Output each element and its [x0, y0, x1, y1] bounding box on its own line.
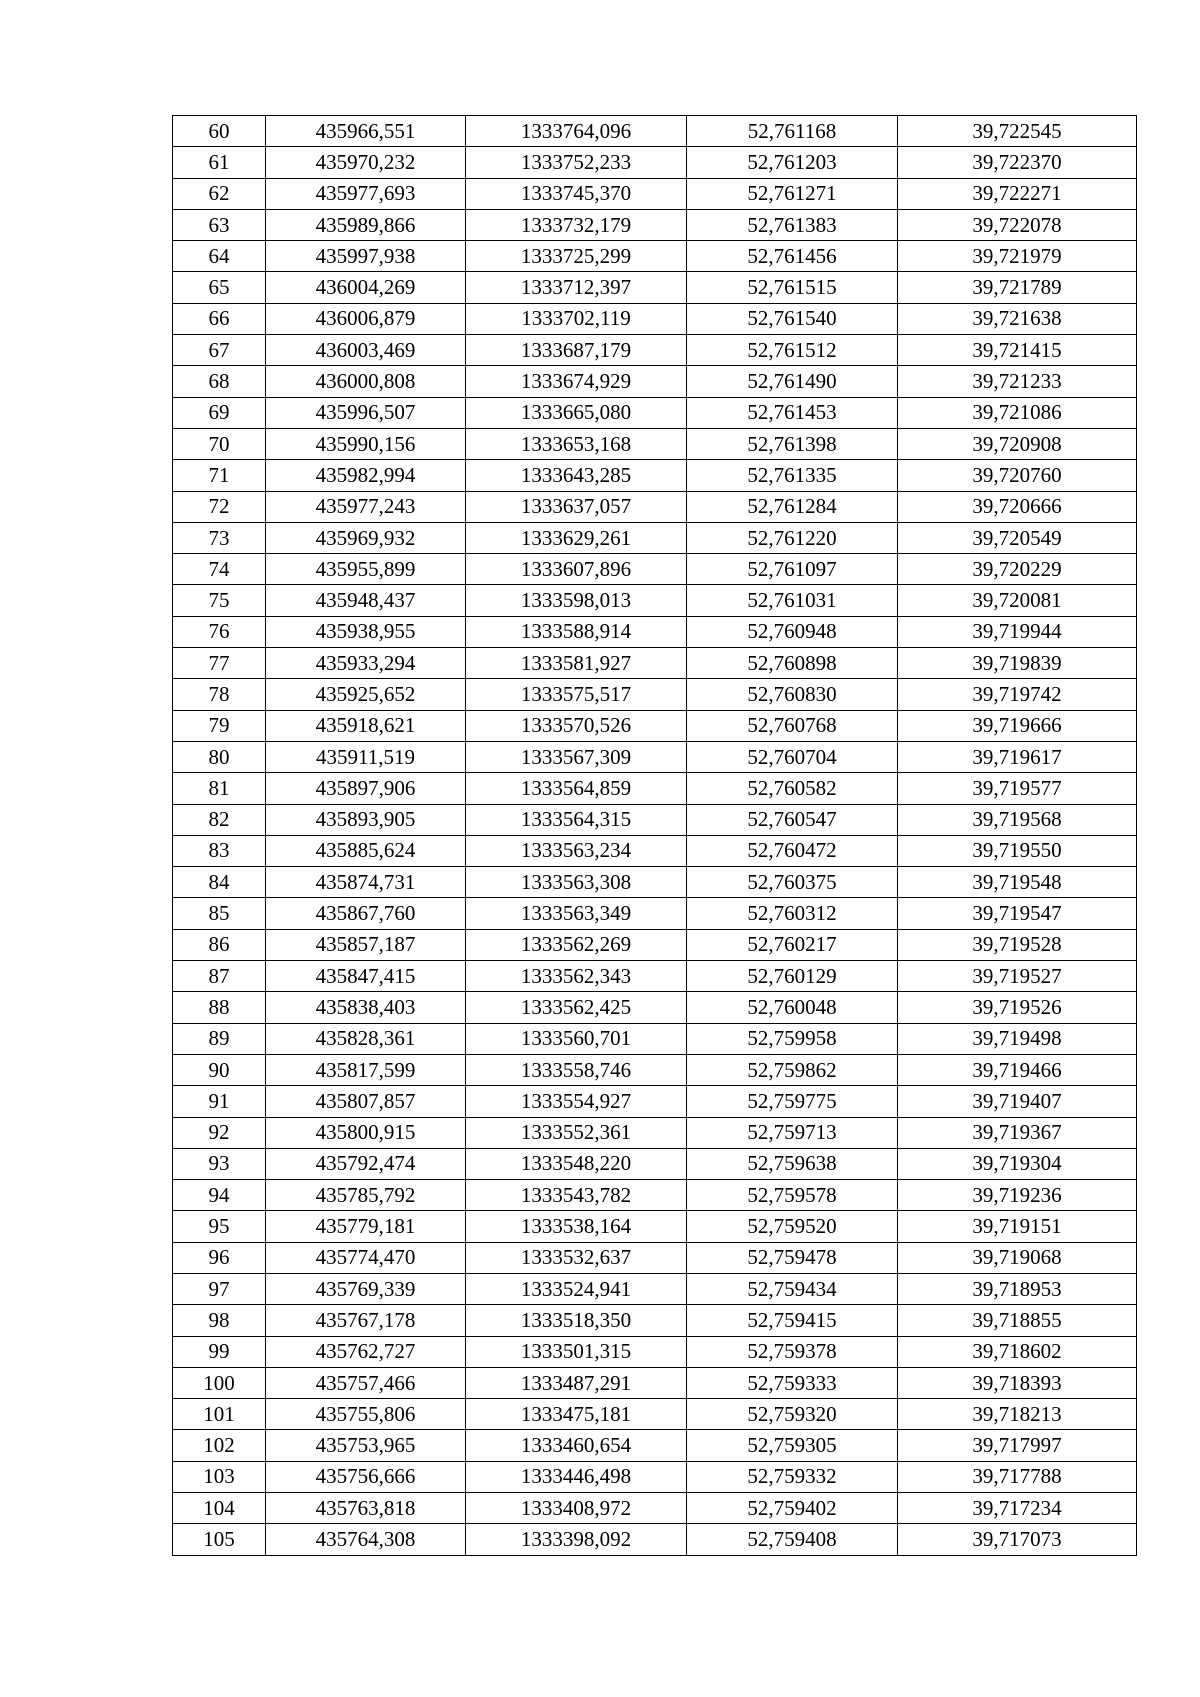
y-coordinate-cell: 1333538,164 — [466, 1211, 687, 1242]
longitude-cell: 39,719526 — [898, 992, 1137, 1023]
y-coordinate-cell: 1333563,349 — [466, 898, 687, 929]
y-coordinate-cell: 1333564,315 — [466, 804, 687, 835]
table-row — [173, 272, 1137, 303]
latitude-cell: 52,760217 — [687, 929, 898, 960]
point-number-cell: 62 — [173, 178, 266, 209]
point-number-cell: 93 — [173, 1148, 266, 1179]
point-number-cell: 76 — [173, 616, 266, 647]
x-coordinate-cell: 435769,339 — [266, 1273, 466, 1304]
longitude-cell: 39,722370 — [898, 147, 1137, 178]
latitude-cell: 52,760375 — [687, 867, 898, 898]
latitude-cell: 52,759402 — [687, 1493, 898, 1524]
latitude-cell: 52,759434 — [687, 1273, 898, 1304]
table-row — [173, 1430, 1137, 1461]
latitude-cell: 52,761031 — [687, 585, 898, 616]
point-number-cell: 102 — [173, 1430, 266, 1461]
latitude-cell: 52,760582 — [687, 773, 898, 804]
point-number-cell: 75 — [173, 585, 266, 616]
coordinates-table — [172, 115, 1137, 1556]
point-number-cell: 71 — [173, 460, 266, 491]
y-coordinate-cell: 1333674,929 — [466, 366, 687, 397]
y-coordinate-cell: 1333653,168 — [466, 428, 687, 459]
longitude-cell: 39,719068 — [898, 1242, 1137, 1273]
x-coordinate-cell: 436000,808 — [266, 366, 466, 397]
latitude-cell: 52,759775 — [687, 1086, 898, 1117]
latitude-cell: 52,759520 — [687, 1211, 898, 1242]
latitude-cell: 52,761512 — [687, 335, 898, 366]
point-number-cell: 86 — [173, 929, 266, 960]
point-number-cell: 100 — [173, 1367, 266, 1398]
latitude-cell: 52,761398 — [687, 428, 898, 459]
y-coordinate-cell: 1333562,269 — [466, 929, 687, 960]
longitude-cell: 39,717997 — [898, 1430, 1137, 1461]
point-number-cell: 63 — [173, 209, 266, 240]
y-coordinate-cell: 1333687,179 — [466, 335, 687, 366]
longitude-cell: 39,719839 — [898, 648, 1137, 679]
point-number-cell: 83 — [173, 835, 266, 866]
table-row — [173, 1211, 1137, 1242]
x-coordinate-cell: 435918,621 — [266, 710, 466, 741]
x-coordinate-cell: 435925,652 — [266, 679, 466, 710]
longitude-cell: 39,719547 — [898, 898, 1137, 929]
y-coordinate-cell: 1333524,941 — [466, 1273, 687, 1304]
longitude-cell: 39,722078 — [898, 209, 1137, 240]
latitude-cell: 52,760948 — [687, 616, 898, 647]
point-number-cell: 79 — [173, 710, 266, 741]
y-coordinate-cell: 1333643,285 — [466, 460, 687, 491]
table-row — [173, 1148, 1137, 1179]
table-row — [173, 616, 1137, 647]
x-coordinate-cell: 435762,727 — [266, 1336, 466, 1367]
latitude-cell: 52,759333 — [687, 1367, 898, 1398]
x-coordinate-cell: 435817,599 — [266, 1054, 466, 1085]
table-row — [173, 1367, 1137, 1398]
y-coordinate-cell: 1333552,361 — [466, 1117, 687, 1148]
longitude-cell: 39,721415 — [898, 335, 1137, 366]
table-row — [173, 1054, 1137, 1085]
table-row — [173, 397, 1137, 428]
y-coordinate-cell: 1333607,896 — [466, 554, 687, 585]
x-coordinate-cell: 435948,437 — [266, 585, 466, 616]
x-coordinate-cell: 435757,466 — [266, 1367, 466, 1398]
x-coordinate-cell: 435966,551 — [266, 116, 466, 147]
x-coordinate-cell: 435753,965 — [266, 1430, 466, 1461]
table-row — [173, 335, 1137, 366]
point-number-cell: 78 — [173, 679, 266, 710]
table-row — [173, 178, 1137, 209]
y-coordinate-cell: 1333548,220 — [466, 1148, 687, 1179]
point-number-cell: 103 — [173, 1461, 266, 1492]
latitude-cell: 52,761220 — [687, 522, 898, 553]
point-number-cell: 88 — [173, 992, 266, 1023]
y-coordinate-cell: 1333475,181 — [466, 1399, 687, 1430]
table-row — [173, 1273, 1137, 1304]
table-row — [173, 460, 1137, 491]
y-coordinate-cell: 1333543,782 — [466, 1180, 687, 1211]
table-row — [173, 679, 1137, 710]
latitude-cell: 52,760312 — [687, 898, 898, 929]
point-number-cell: 87 — [173, 961, 266, 992]
latitude-cell: 52,760048 — [687, 992, 898, 1023]
y-coordinate-cell: 1333598,013 — [466, 585, 687, 616]
x-coordinate-cell: 435933,294 — [266, 648, 466, 679]
x-coordinate-cell: 435955,899 — [266, 554, 466, 585]
x-coordinate-cell: 435755,806 — [266, 1399, 466, 1430]
table-row — [173, 491, 1137, 522]
point-number-cell: 101 — [173, 1399, 266, 1430]
y-coordinate-cell: 1333518,350 — [466, 1305, 687, 1336]
longitude-cell: 39,719236 — [898, 1180, 1137, 1211]
point-number-cell: 97 — [173, 1273, 266, 1304]
y-coordinate-cell: 1333629,261 — [466, 522, 687, 553]
latitude-cell: 52,761453 — [687, 397, 898, 428]
latitude-cell: 52,759332 — [687, 1461, 898, 1492]
point-number-cell: 105 — [173, 1524, 266, 1555]
longitude-cell: 39,721638 — [898, 303, 1137, 334]
latitude-cell: 52,759862 — [687, 1054, 898, 1085]
y-coordinate-cell: 1333702,119 — [466, 303, 687, 334]
point-number-cell: 72 — [173, 491, 266, 522]
point-number-cell: 90 — [173, 1054, 266, 1085]
point-number-cell: 82 — [173, 804, 266, 835]
y-coordinate-cell: 1333570,526 — [466, 710, 687, 741]
x-coordinate-cell: 436004,269 — [266, 272, 466, 303]
latitude-cell: 52,760704 — [687, 741, 898, 772]
x-coordinate-cell: 435989,866 — [266, 209, 466, 240]
table-row — [173, 898, 1137, 929]
point-number-cell: 69 — [173, 397, 266, 428]
x-coordinate-cell: 435764,308 — [266, 1524, 466, 1555]
longitude-cell: 39,722271 — [898, 178, 1137, 209]
point-number-cell: 60 — [173, 116, 266, 147]
y-coordinate-cell: 1333665,080 — [466, 397, 687, 428]
x-coordinate-cell: 435847,415 — [266, 961, 466, 992]
longitude-cell: 39,721233 — [898, 366, 1137, 397]
longitude-cell: 39,720081 — [898, 585, 1137, 616]
latitude-cell: 52,761456 — [687, 241, 898, 272]
table-row — [173, 1086, 1137, 1117]
latitude-cell: 52,759305 — [687, 1430, 898, 1461]
latitude-cell: 52,761540 — [687, 303, 898, 334]
x-coordinate-cell: 435785,792 — [266, 1180, 466, 1211]
longitude-cell: 39,718953 — [898, 1273, 1137, 1304]
point-number-cell: 65 — [173, 272, 266, 303]
table-row — [173, 835, 1137, 866]
y-coordinate-cell: 1333446,498 — [466, 1461, 687, 1492]
longitude-cell: 39,720229 — [898, 554, 1137, 585]
table-row — [173, 1524, 1137, 1555]
x-coordinate-cell: 435874,731 — [266, 867, 466, 898]
point-number-cell: 85 — [173, 898, 266, 929]
coordinates-table-body — [173, 116, 1137, 1556]
y-coordinate-cell: 1333764,096 — [466, 116, 687, 147]
point-number-cell: 89 — [173, 1023, 266, 1054]
point-number-cell: 68 — [173, 366, 266, 397]
y-coordinate-cell: 1333725,299 — [466, 241, 687, 272]
point-number-cell: 91 — [173, 1086, 266, 1117]
table-row — [173, 929, 1137, 960]
longitude-cell: 39,718213 — [898, 1399, 1137, 1430]
longitude-cell: 39,719944 — [898, 616, 1137, 647]
y-coordinate-cell: 1333712,397 — [466, 272, 687, 303]
x-coordinate-cell: 435938,955 — [266, 616, 466, 647]
longitude-cell: 39,719666 — [898, 710, 1137, 741]
y-coordinate-cell: 1333562,425 — [466, 992, 687, 1023]
y-coordinate-cell: 1333637,057 — [466, 491, 687, 522]
table-row — [173, 522, 1137, 553]
table-row — [173, 1023, 1137, 1054]
table-row — [173, 428, 1137, 459]
y-coordinate-cell: 1333732,179 — [466, 209, 687, 240]
x-coordinate-cell: 435792,474 — [266, 1148, 466, 1179]
table-row — [173, 303, 1137, 334]
longitude-cell: 39,721086 — [898, 397, 1137, 428]
longitude-cell: 39,719527 — [898, 961, 1137, 992]
point-number-cell: 94 — [173, 1180, 266, 1211]
point-number-cell: 64 — [173, 241, 266, 272]
table-row — [173, 209, 1137, 240]
table-row — [173, 1242, 1137, 1273]
latitude-cell: 52,761097 — [687, 554, 898, 585]
longitude-cell: 39,721789 — [898, 272, 1137, 303]
latitude-cell: 52,759958 — [687, 1023, 898, 1054]
latitude-cell: 52,760830 — [687, 679, 898, 710]
x-coordinate-cell: 436003,469 — [266, 335, 466, 366]
x-coordinate-cell: 435763,818 — [266, 1493, 466, 1524]
table-row — [173, 585, 1137, 616]
table-row — [173, 804, 1137, 835]
point-number-cell: 96 — [173, 1242, 266, 1273]
table-row — [173, 554, 1137, 585]
longitude-cell: 39,719367 — [898, 1117, 1137, 1148]
longitude-cell: 39,719617 — [898, 741, 1137, 772]
point-number-cell: 70 — [173, 428, 266, 459]
table-row — [173, 241, 1137, 272]
point-number-cell: 67 — [173, 335, 266, 366]
y-coordinate-cell: 1333588,914 — [466, 616, 687, 647]
point-number-cell: 95 — [173, 1211, 266, 1242]
y-coordinate-cell: 1333487,291 — [466, 1367, 687, 1398]
table-row — [173, 961, 1137, 992]
table-row — [173, 116, 1137, 147]
longitude-cell: 39,720666 — [898, 491, 1137, 522]
longitude-cell: 39,719528 — [898, 929, 1137, 960]
latitude-cell: 52,761383 — [687, 209, 898, 240]
x-coordinate-cell: 436006,879 — [266, 303, 466, 334]
x-coordinate-cell: 435767,178 — [266, 1305, 466, 1336]
latitude-cell: 52,761335 — [687, 460, 898, 491]
longitude-cell: 39,718855 — [898, 1305, 1137, 1336]
table-row — [173, 648, 1137, 679]
x-coordinate-cell: 435977,243 — [266, 491, 466, 522]
table-row — [173, 147, 1137, 178]
x-coordinate-cell: 435828,361 — [266, 1023, 466, 1054]
x-coordinate-cell: 435911,519 — [266, 741, 466, 772]
latitude-cell: 52,759378 — [687, 1336, 898, 1367]
latitude-cell: 52,759638 — [687, 1148, 898, 1179]
y-coordinate-cell: 1333564,859 — [466, 773, 687, 804]
longitude-cell: 39,719548 — [898, 867, 1137, 898]
point-number-cell: 61 — [173, 147, 266, 178]
y-coordinate-cell: 1333752,233 — [466, 147, 687, 178]
table-row — [173, 710, 1137, 741]
latitude-cell: 52,759578 — [687, 1180, 898, 1211]
longitude-cell: 39,718602 — [898, 1336, 1137, 1367]
y-coordinate-cell: 1333562,343 — [466, 961, 687, 992]
latitude-cell: 52,760472 — [687, 835, 898, 866]
longitude-cell: 39,719466 — [898, 1054, 1137, 1085]
point-number-cell: 104 — [173, 1493, 266, 1524]
x-coordinate-cell: 435893,905 — [266, 804, 466, 835]
longitude-cell: 39,720908 — [898, 428, 1137, 459]
x-coordinate-cell: 435857,187 — [266, 929, 466, 960]
longitude-cell: 39,717234 — [898, 1493, 1137, 1524]
point-number-cell: 80 — [173, 741, 266, 772]
table-row — [173, 1336, 1137, 1367]
point-number-cell: 77 — [173, 648, 266, 679]
y-coordinate-cell: 1333532,637 — [466, 1242, 687, 1273]
latitude-cell: 52,761168 — [687, 116, 898, 147]
point-number-cell: 99 — [173, 1336, 266, 1367]
x-coordinate-cell: 435982,994 — [266, 460, 466, 491]
longitude-cell: 39,719304 — [898, 1148, 1137, 1179]
latitude-cell: 52,759478 — [687, 1242, 898, 1273]
y-coordinate-cell: 1333563,234 — [466, 835, 687, 866]
table-row — [173, 1305, 1137, 1336]
longitude-cell: 39,718393 — [898, 1367, 1137, 1398]
latitude-cell: 52,759713 — [687, 1117, 898, 1148]
latitude-cell: 52,759408 — [687, 1524, 898, 1555]
longitude-cell: 39,722545 — [898, 116, 1137, 147]
y-coordinate-cell: 1333567,309 — [466, 741, 687, 772]
latitude-cell: 52,759320 — [687, 1399, 898, 1430]
latitude-cell: 52,761490 — [687, 366, 898, 397]
table-row — [173, 1399, 1137, 1430]
y-coordinate-cell: 1333560,701 — [466, 1023, 687, 1054]
latitude-cell: 52,761284 — [687, 491, 898, 522]
longitude-cell: 39,719742 — [898, 679, 1137, 710]
y-coordinate-cell: 1333554,927 — [466, 1086, 687, 1117]
longitude-cell: 39,719407 — [898, 1086, 1137, 1117]
table-row — [173, 867, 1137, 898]
latitude-cell: 52,761515 — [687, 272, 898, 303]
longitude-cell: 39,719568 — [898, 804, 1137, 835]
x-coordinate-cell: 435996,507 — [266, 397, 466, 428]
x-coordinate-cell: 435838,403 — [266, 992, 466, 1023]
table-row — [173, 992, 1137, 1023]
point-number-cell: 81 — [173, 773, 266, 804]
y-coordinate-cell: 1333563,308 — [466, 867, 687, 898]
latitude-cell: 52,760768 — [687, 710, 898, 741]
point-number-cell: 84 — [173, 867, 266, 898]
longitude-cell: 39,719550 — [898, 835, 1137, 866]
y-coordinate-cell: 1333501,315 — [466, 1336, 687, 1367]
y-coordinate-cell: 1333408,972 — [466, 1493, 687, 1524]
latitude-cell: 52,761271 — [687, 178, 898, 209]
x-coordinate-cell: 435969,932 — [266, 522, 466, 553]
x-coordinate-cell: 435779,181 — [266, 1211, 466, 1242]
x-coordinate-cell: 435867,760 — [266, 898, 466, 929]
point-number-cell: 98 — [173, 1305, 266, 1336]
x-coordinate-cell: 435800,915 — [266, 1117, 466, 1148]
y-coordinate-cell: 1333558,746 — [466, 1054, 687, 1085]
x-coordinate-cell: 435970,232 — [266, 147, 466, 178]
point-number-cell: 74 — [173, 554, 266, 585]
y-coordinate-cell: 1333398,092 — [466, 1524, 687, 1555]
table-row — [173, 1180, 1137, 1211]
x-coordinate-cell: 435990,156 — [266, 428, 466, 459]
table-row — [173, 366, 1137, 397]
longitude-cell: 39,717788 — [898, 1461, 1137, 1492]
table-row — [173, 741, 1137, 772]
longitude-cell: 39,719577 — [898, 773, 1137, 804]
y-coordinate-cell: 1333745,370 — [466, 178, 687, 209]
table-row — [173, 1461, 1137, 1492]
longitude-cell: 39,720549 — [898, 522, 1137, 553]
latitude-cell: 52,760898 — [687, 648, 898, 679]
x-coordinate-cell: 435997,938 — [266, 241, 466, 272]
latitude-cell: 52,759415 — [687, 1305, 898, 1336]
longitude-cell: 39,719151 — [898, 1211, 1137, 1242]
x-coordinate-cell: 435897,906 — [266, 773, 466, 804]
longitude-cell: 39,719498 — [898, 1023, 1137, 1054]
table-row — [173, 1117, 1137, 1148]
point-number-cell: 66 — [173, 303, 266, 334]
x-coordinate-cell: 435807,857 — [266, 1086, 466, 1117]
point-number-cell: 73 — [173, 522, 266, 553]
longitude-cell: 39,721979 — [898, 241, 1137, 272]
x-coordinate-cell: 435756,666 — [266, 1461, 466, 1492]
table-row — [173, 773, 1137, 804]
point-number-cell: 92 — [173, 1117, 266, 1148]
latitude-cell: 52,760129 — [687, 961, 898, 992]
latitude-cell: 52,760547 — [687, 804, 898, 835]
y-coordinate-cell: 1333460,654 — [466, 1430, 687, 1461]
table-row — [173, 1493, 1137, 1524]
y-coordinate-cell: 1333575,517 — [466, 679, 687, 710]
y-coordinate-cell: 1333581,927 — [466, 648, 687, 679]
latitude-cell: 52,761203 — [687, 147, 898, 178]
x-coordinate-cell: 435885,624 — [266, 835, 466, 866]
x-coordinate-cell: 435774,470 — [266, 1242, 466, 1273]
longitude-cell: 39,717073 — [898, 1524, 1137, 1555]
longitude-cell: 39,720760 — [898, 460, 1137, 491]
x-coordinate-cell: 435977,693 — [266, 178, 466, 209]
